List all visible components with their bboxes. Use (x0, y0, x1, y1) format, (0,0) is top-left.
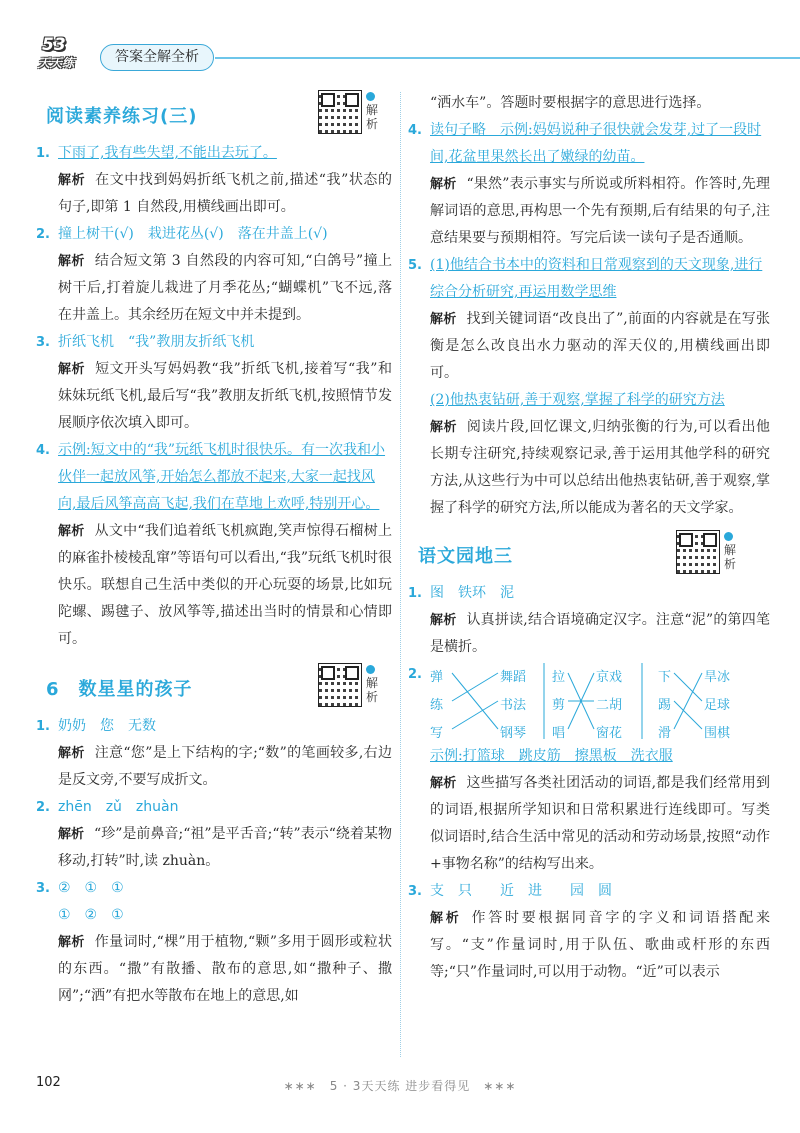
answer-text: 下雨了,我有些失望,不能出去玩了。 (58, 145, 277, 161)
question-number: 1. (408, 586, 422, 601)
qr-code[interactable] (676, 530, 720, 574)
qr-code[interactable] (318, 663, 362, 707)
match-word: 下 (658, 670, 672, 685)
match-word: 弹 (430, 670, 444, 685)
explanation: 解析 注意“您”是上下结构的字;“数”的笔画较多,右边是反文旁,不要写成折文。 (58, 745, 392, 788)
page-number: 102 (36, 1075, 61, 1090)
question-number: 3. (36, 881, 50, 896)
match-word: 练 (430, 698, 444, 713)
jiexi-label: 解析 (58, 935, 85, 950)
jiexi-label: 解析 (58, 362, 86, 377)
answer-text: 支 只 近 进 园 圆 (430, 883, 612, 899)
qr-label: 解析 (366, 665, 380, 704)
question-number: 4. (408, 123, 422, 138)
explanation: 解析 结合短文第 3 自然段的内容可知,“白鸽号”撞上树干后,打着旋儿栽进了月季花丛;“蝴蝶机”飞不远,落在井盖上。其余经历在短文中并未提到。 (58, 253, 392, 323)
match-word: 窗花 (596, 726, 623, 741)
answer-text: 图 铁环 泥 (430, 585, 514, 601)
explanation: 解析 这些描写各类社团活动的词语,都是我们经常用到的词语,根据所学知识和日常积累进行连线即可。写类似词语时,结合生活中常见的活动和劳动场景,按照“动作+事物名称”的结构写出来。 (430, 775, 770, 872)
question-number: 2. (36, 227, 50, 242)
question-number: 2. (36, 800, 50, 815)
question-item (36, 437, 392, 653)
header-label: 答案全解全析 (100, 44, 214, 71)
question-item (36, 713, 392, 794)
question-item (36, 329, 392, 437)
section-title: 6 数星星的孩子 (46, 675, 193, 701)
answer-text: 读句子略 示例:妈妈说种子很快就会发芽,过了一段时间,花盆里果然长出了嫩绿的幼苗。 (430, 122, 762, 165)
match-word: 足球 (704, 698, 731, 713)
question-number: 1. (36, 146, 50, 161)
explanation: 解析 作答时要根据同音字的字义和词语搭配来写。“支”作量词时,用于队伍、歌曲或杆形的东西等;“只”作量词时,可以用于动物。“近”可以表示 (430, 910, 770, 980)
answer-text: 撞上树干(√) 栽进花丛(√) 落在井盖上(√) (58, 226, 328, 242)
question-item (36, 875, 392, 1010)
jiexi-label: 解析 (58, 746, 85, 761)
answer-text: 示例:打篮球 跳皮筋 擦黑板 洗衣服 (430, 748, 673, 764)
section-title: 阅读素养练习(三) (46, 102, 197, 128)
jiexi-label: 解析 (430, 776, 457, 791)
answer-text: zhēn zǔ zhuàn (58, 799, 179, 815)
question-item (408, 252, 770, 522)
qr-label: 解析 (724, 532, 738, 571)
matching-diagram (430, 661, 770, 743)
explanation: 解析 认真拼读,结合语境确定汉字。注意“泥”的第四笔是横折。 (430, 612, 770, 655)
explanation: 解析 阅读片段,回忆课文,归纳张衡的行为,可以看出他长期专注研究,持续观察记录,善于运用其他学科的研究方法,从这些行为中可以总结出他热衷钻研,善于观察,掌握了科学的研究方法,所以能成为著名的天文学家。 (430, 419, 770, 516)
footer-slogan: ∗∗∗ 5 · 3天天练 进步看得见 ∗∗∗ (283, 1079, 517, 1093)
qr-label: 解析 (366, 92, 380, 131)
right-column (408, 90, 770, 986)
match-word: 拉 (552, 670, 566, 685)
question-item (408, 117, 770, 252)
match-word: 旱冰 (704, 670, 731, 685)
section-header (36, 90, 392, 132)
explanation: 解析 从文中“我们追着纸飞机疯跑,笑声惊得石榴树上的麻雀扑棱棱乱窜”等语句可以看出,“我”玩纸飞机时很快乐。联想自己生活中类似的开心玩耍的场景,比如玩陀螺、踢毽子、放风筝等,描述出当时的情景和心情即可。 (58, 523, 392, 647)
section-header (36, 663, 392, 705)
answer-text: 示例:短文中的“我”玩纸飞机时很快乐。有一次我和小伙伴一起放风筝,开始怎么都放不起来,大家一起找风向,最后风筝高高飞起,我们在草地上欢呼,特别开心。 (58, 442, 386, 512)
question-number: 5. (408, 258, 422, 273)
jiexi-label: 解析 (430, 420, 457, 435)
jiexi-label: 解析 (58, 254, 85, 269)
jiexi-label: 解析 (58, 827, 85, 842)
match-word: 踢 (658, 698, 672, 713)
question-item (408, 661, 770, 878)
question-number: 3. (36, 335, 50, 350)
header-rule (215, 57, 800, 59)
explanation: 解析 在文中找到妈妈折纸飞机之前,描述“我”状态的句子,即第 1 自然段,用横线画出即可。 (58, 172, 392, 215)
question-number: 3. (408, 884, 422, 899)
jiexi-label: 解析 (430, 911, 462, 926)
jiexi-label: 解析 (430, 613, 457, 628)
question-number: 4. (36, 443, 50, 458)
explanation: 解析 “珍”是前鼻音;“祖”是平舌音;“转”表示“绕着某物移动,打转”时,读 zhuàn。 (58, 826, 392, 869)
question-item (408, 878, 770, 986)
question-item (408, 580, 770, 661)
match-word: 京戏 (596, 670, 623, 685)
answer-text: (2)他热衷钻研,善于观察,掌握了科学的研究方法 (430, 392, 725, 408)
section-title: 语文园地三 (418, 542, 513, 568)
question-number: 1. (36, 719, 50, 734)
match-word: 围棋 (704, 726, 731, 741)
explanation: 解析 作量词时,“棵”用于植物,“颗”多用于圆形或粒状的东西。“撒”有散播、散布的意思,如“撒种子、撒网”;“洒”有把水等散布在地上的意思,如 (58, 934, 392, 1004)
qr-code[interactable] (318, 90, 362, 134)
match-word: 二胡 (596, 698, 623, 713)
match-word: 写 (430, 726, 444, 741)
explanation: 解析 “果然”表示事实与所说或所料相符。作答时,先理解词语的意思,再构思一个先有预期,后有结果的句子,注意结果要与预期相符。写完后读一读句子是否通顺。 (430, 176, 770, 246)
jiexi-label: 解析 (58, 524, 85, 539)
question-item (36, 221, 392, 329)
jiexi-label: 解析 (430, 312, 457, 327)
column-divider (400, 92, 401, 1057)
continued-text: “洒水车”。答题时要根据字的意思进行选择。 (430, 95, 711, 111)
match-word: 滑 (658, 726, 672, 741)
match-word: 书法 (500, 698, 527, 713)
brand-logo: 53 天天练 (38, 35, 75, 70)
question-item (36, 794, 392, 875)
section-header (408, 530, 770, 572)
explanation: 解析 找到关键词语“改良出了”,前面的内容就是在写张衡是怎么改良出水力驱动的浑天仪的,用横线画出即可。 (430, 311, 770, 381)
answer-text: (1)他结合书本中的资料和日常观察到的天文现象,进行综合分析研究,再运用数学思维 (430, 257, 763, 300)
match-word: 舞蹈 (500, 670, 527, 685)
answer-text: 折纸飞机 “我”教朋友折纸飞机 (58, 334, 255, 350)
answer-text: 奶奶 您 无数 (58, 718, 156, 734)
match-word: 钢琴 (500, 726, 527, 741)
answer-text: ② ① ① (58, 880, 124, 896)
jiexi-label: 解析 (58, 173, 86, 188)
page-header (0, 0, 800, 80)
answer-text: ① ② ① (58, 907, 124, 923)
match-word: 剪 (552, 698, 566, 713)
explanation: 解析 短文开头写妈妈教“我”折纸飞机,接着写“我”和妹妹玩纸飞机,最后写“我”教朋友折纸飞机,按照情节发展顺序依次填入即可。 (58, 361, 392, 431)
match-word: 唱 (552, 726, 566, 741)
left-column (36, 90, 392, 1010)
question-number: 2. (408, 667, 422, 682)
jiexi-label: 解析 (430, 177, 457, 192)
question-item (36, 140, 392, 221)
